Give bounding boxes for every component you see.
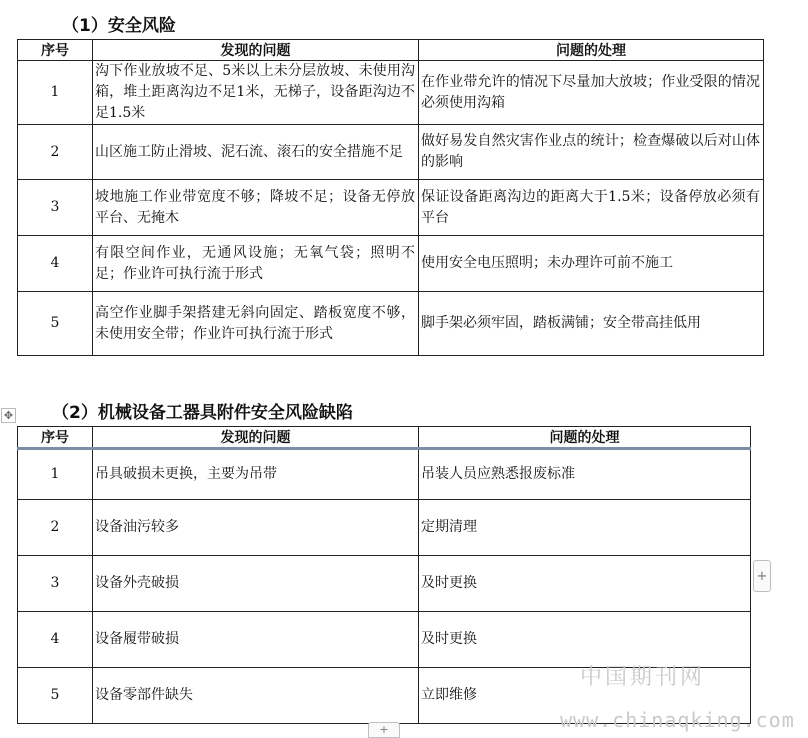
row-issue: 沟下作业放坡不足、5米以上未分层放坡、未使用沟箱，堆土距离沟边不足1米，无梯子，设备距沟边不足1.5米 bbox=[93, 61, 419, 125]
row-action: 及时更换 bbox=[419, 612, 751, 668]
row-action: 立即维修 bbox=[419, 668, 751, 724]
add-column-button[interactable]: + bbox=[753, 560, 771, 592]
row-action: 脚手架必须牢固，踏板满铺；安全带高挂低用 bbox=[419, 292, 764, 356]
row-action: 使用安全电压照明；未办理许可前不施工 bbox=[419, 236, 764, 292]
row-no: 3 bbox=[18, 556, 93, 612]
row-issue: 山区施工防止滑坡、泥石流、滚石的安全措施不足 bbox=[93, 125, 419, 180]
row-action: 定期清理 bbox=[419, 500, 751, 556]
row-issue: 吊具破损未更换，主要为吊带 bbox=[93, 449, 419, 500]
row-issue: 设备油污较多 bbox=[93, 500, 419, 556]
row-action: 吊装人员应熟悉报废标准 bbox=[419, 449, 751, 500]
row-no: 5 bbox=[18, 668, 93, 724]
table-row bbox=[18, 292, 764, 356]
header-no: 序号 bbox=[18, 40, 93, 61]
row-action: 做好易发自然灾害作业点的统计；检查爆破以后对山体的影响 bbox=[419, 125, 764, 180]
row-issue: 高空作业脚手架搭建无斜向固定、踏板宽度不够，未使用安全带；作业许可执行流于形式 bbox=[93, 292, 419, 356]
section1-heading: （1）安全风险 bbox=[62, 16, 176, 36]
row-issue: 坡地施工作业带宽度不够；降坡不足；设备无停放平台、无掩木 bbox=[93, 180, 419, 236]
row-no: 4 bbox=[18, 612, 93, 668]
table-move-handle-icon[interactable]: ✥ bbox=[1, 408, 16, 423]
table-row bbox=[18, 125, 764, 180]
header-issue: 发现的问题 bbox=[93, 40, 419, 61]
table-row bbox=[18, 236, 764, 292]
row-no: 1 bbox=[18, 449, 93, 500]
row-no: 4 bbox=[18, 236, 93, 292]
table-row bbox=[18, 180, 764, 236]
section2-heading: （2）机械设备工器具附件安全风险缺陷 bbox=[52, 403, 353, 423]
header-no: 序号 bbox=[18, 427, 93, 449]
watermark-url: www.chinaqking.com bbox=[560, 708, 795, 732]
row-issue: 设备外壳破损 bbox=[93, 556, 419, 612]
add-row-button[interactable]: + bbox=[368, 722, 400, 738]
table-row bbox=[18, 61, 764, 125]
header-action: 问题的处理 bbox=[419, 40, 764, 61]
watermark-cn: 中国期刊网 bbox=[580, 665, 706, 690]
row-issue: 有限空间作业，无通风设施；无氧气袋；照明不足；作业许可执行流于形式 bbox=[93, 236, 419, 292]
table-row bbox=[18, 449, 751, 500]
risk-table bbox=[17, 39, 764, 356]
row-issue: 设备零部件缺失 bbox=[93, 668, 419, 724]
row-no: 2 bbox=[18, 125, 93, 180]
row-no: 1 bbox=[18, 61, 93, 125]
table-header-row bbox=[18, 40, 764, 61]
row-no: 3 bbox=[18, 180, 93, 236]
row-no: 5 bbox=[18, 292, 93, 356]
row-issue: 设备履带破损 bbox=[93, 612, 419, 668]
table-row bbox=[18, 556, 751, 612]
row-action: 在作业带允许的情况下尽量加大放坡；作业受限的情况必须使用沟箱 bbox=[419, 61, 764, 125]
table-row bbox=[18, 500, 751, 556]
row-no: 2 bbox=[18, 500, 93, 556]
header-issue: 发现的问题 bbox=[93, 427, 419, 449]
row-action: 及时更换 bbox=[419, 556, 751, 612]
row-action: 保证设备距离沟边的距离大于1.5米；设备停放必须有平台 bbox=[419, 180, 764, 236]
table-header-row bbox=[18, 427, 751, 449]
header-action: 问题的处理 bbox=[419, 427, 751, 449]
